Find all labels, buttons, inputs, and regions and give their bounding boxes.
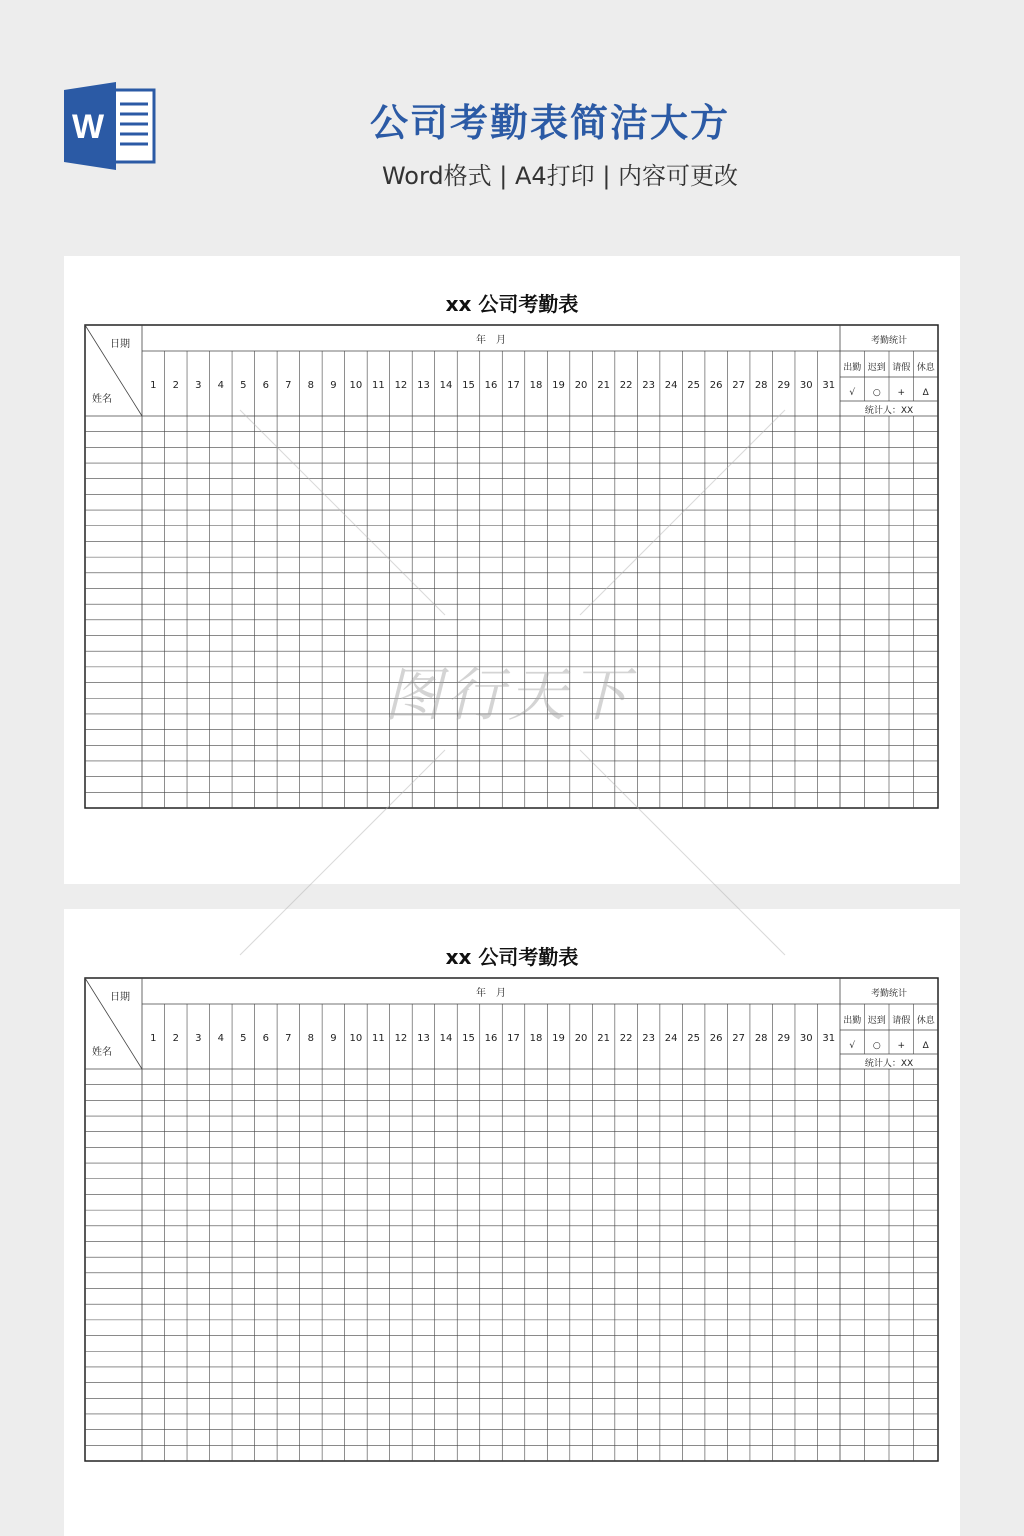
stats-person: 统计人：XX <box>864 406 914 416</box>
stats-symbol: + <box>897 388 906 398</box>
date-label: 日期 <box>110 992 130 1003</box>
day-number: 15 <box>462 380 475 391</box>
stats-column-label: 请假 <box>892 363 911 373</box>
day-number: 20 <box>574 1033 588 1044</box>
stats-symbol: ○ <box>872 1041 881 1051</box>
name-label: 姓名 <box>92 1047 112 1058</box>
stats-symbol: Δ <box>922 1041 929 1051</box>
day-number: 22 <box>619 380 633 391</box>
attendance-grid <box>64 256 960 884</box>
day-number: 25 <box>687 1033 701 1044</box>
day-number: 17 <box>507 1033 520 1044</box>
stats-symbol: ○ <box>872 388 881 398</box>
day-number: 22 <box>619 1033 633 1044</box>
attendance-grid <box>64 909 960 1536</box>
day-number: 7 <box>285 380 292 391</box>
day-number: 15 <box>462 1033 475 1044</box>
word-logo-letter: W <box>71 108 105 146</box>
banner-title: 公司考勤表简洁大方 <box>369 101 730 145</box>
name-label: 姓名 <box>92 394 112 405</box>
stats-symbol: √ <box>849 388 856 398</box>
document-page-2 <box>64 909 960 1536</box>
day-number: 5 <box>240 1033 247 1044</box>
stats-column-label: 出勤 <box>843 363 862 373</box>
day-number: 29 <box>777 1033 791 1044</box>
day-number: 20 <box>574 380 588 391</box>
day-number: 27 <box>732 1033 746 1044</box>
day-number: 26 <box>709 380 723 391</box>
day-number: 11 <box>372 1033 385 1044</box>
day-number: 4 <box>217 1033 224 1044</box>
day-number: 23 <box>642 380 655 391</box>
stats-symbol: + <box>897 1041 906 1051</box>
day-number: 9 <box>330 380 337 391</box>
day-number: 23 <box>642 1033 655 1044</box>
day-number: 2 <box>172 380 179 391</box>
table-border <box>85 978 938 1461</box>
stats-symbol: √ <box>849 1041 856 1051</box>
document-page-1 <box>64 256 960 884</box>
stats-person: 统计人：XX <box>864 1059 914 1069</box>
day-number: 25 <box>687 380 701 391</box>
day-number: 12 <box>394 1033 408 1044</box>
stats-column-label: 迟到 <box>867 363 886 373</box>
day-number: 18 <box>529 1033 543 1044</box>
sheet-title: xx 公司考勤表 <box>445 945 579 969</box>
day-number: 17 <box>507 380 520 391</box>
day-number: 19 <box>552 1033 565 1044</box>
day-number: 12 <box>394 380 408 391</box>
day-number: 21 <box>597 1033 610 1044</box>
day-number: 31 <box>822 380 836 391</box>
day-number: 10 <box>349 380 363 391</box>
day-number: 19 <box>552 380 565 391</box>
day-number: 16 <box>484 1033 498 1044</box>
day-number: 26 <box>709 1033 723 1044</box>
day-number: 6 <box>262 380 270 391</box>
day-number: 8 <box>307 1033 315 1044</box>
day-number: 28 <box>754 1033 768 1044</box>
day-number: 10 <box>349 1033 363 1044</box>
date-label: 日期 <box>110 339 130 350</box>
day-number: 1 <box>150 380 157 391</box>
day-number: 30 <box>799 1033 813 1044</box>
stats-column-label: 休息 <box>916 363 935 373</box>
day-number: 4 <box>217 380 224 391</box>
day-number: 18 <box>529 380 543 391</box>
year-month-label: 年 月 <box>476 988 506 999</box>
stats-header: 考勤统计 <box>870 989 908 999</box>
stats-column-label: 休息 <box>916 1016 935 1026</box>
day-number: 8 <box>307 380 315 391</box>
day-number: 30 <box>799 380 813 391</box>
year-month-label: 年 月 <box>476 335 506 346</box>
day-number: 13 <box>417 1033 430 1044</box>
day-number: 21 <box>597 380 610 391</box>
watermark-text: 图行天下 <box>384 661 633 729</box>
day-number: 16 <box>484 380 498 391</box>
table-border <box>85 325 938 808</box>
day-number: 6 <box>262 1033 270 1044</box>
day-number: 24 <box>664 380 678 391</box>
sheet-title: xx 公司考勤表 <box>445 292 579 316</box>
day-number: 13 <box>417 380 430 391</box>
day-number: 3 <box>195 1033 202 1044</box>
day-number: 31 <box>822 1033 836 1044</box>
banner-subtitle: Word格式 | A4打印 | 内容可更改 <box>381 162 739 190</box>
day-number: 11 <box>372 380 385 391</box>
day-number: 14 <box>439 1033 453 1044</box>
day-number: 28 <box>754 380 768 391</box>
stats-column-label: 迟到 <box>867 1016 886 1026</box>
day-number: 29 <box>777 380 791 391</box>
day-number: 2 <box>172 1033 179 1044</box>
stats-column-label: 出勤 <box>843 1016 862 1026</box>
day-number: 1 <box>150 1033 157 1044</box>
day-number: 7 <box>285 1033 292 1044</box>
day-number: 27 <box>732 380 746 391</box>
stats-column-label: 请假 <box>892 1016 911 1026</box>
stats-header: 考勤统计 <box>870 336 908 346</box>
day-number: 9 <box>330 1033 337 1044</box>
day-number: 5 <box>240 380 247 391</box>
day-number: 24 <box>664 1033 678 1044</box>
day-number: 14 <box>439 380 453 391</box>
stats-symbol: Δ <box>922 388 929 398</box>
day-number: 3 <box>195 380 202 391</box>
